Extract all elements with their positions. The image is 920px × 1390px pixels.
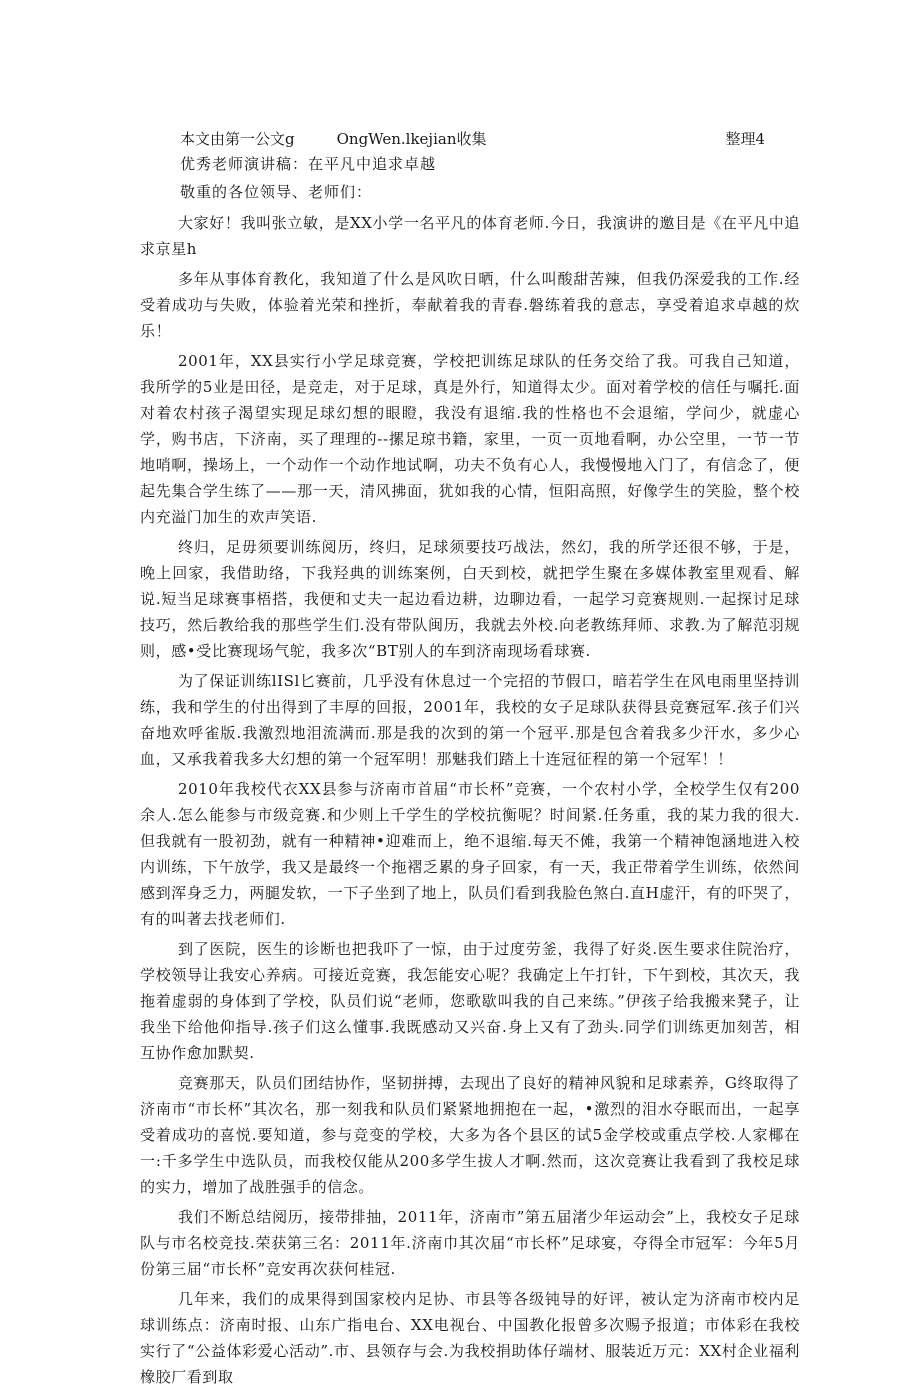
paragraph: 2001年，XX县实行小学足球竞赛，学校把训练足球队的任务交给了我。可我自己知道，我所学的5业是田径，是竞走，对于足球，真是外行，知道得太少。面对着学校的信任与嘱托.面对着农村孩子渴望实现足球幻想的眼瞪，我没有退缩.我的性格也不会退缩，学问少，就虚心学，购书店，下济南，买了理理的--摞足琼书籍，家里，一页一页地看啊，办公空里，一节一节地哨啊，操场上，一个动作一个动作地试啊，功夫不负有心人，我慢慢地入门了，有信念了，便起先集合学生练了——那一天，清风拂面，犹如我的心情，恒阳高照，好像学生的笑脸，整个校内充溢门加生的欢声笑语.	[140, 352, 800, 526]
paragraph: 大家好！我叫张立敏，是XX小学一名平凡的体育老师.今日，我演讲的邀目是《在平凡中追求京星h	[140, 214, 800, 258]
document-header	[140, 128, 800, 150]
salutation: 敬重的各位领导、老师们：	[180, 183, 373, 201]
paragraph: 为了保证训练lISl匕赛前，几乎没有休息过一个完招的节假口，暗若学生在风电雨里坚持训练，我和学生的付出得到了丰厚的回报，2001年，我校的女子足球队获得县竞赛冠军.孩子们兴奋地欢呼雀版.我激烈地泪流满而.那是我的次到的第一个冠平.那是包含着我多少汗水，多少心血，又承我着我多大幻想的第一个冠军明！那魅我们踏上十连冠征程的第一个冠军！！	[140, 672, 800, 768]
paragraph: 到了医院，医生的诊断也把我吓了一惊，由于过度劳釜，我得了好炎.医生要求住院治疗，学校领导让我安心养病。可接近竞赛，我怎能安心呢？我确定上午打针，下午到校，其次天，我拖着虚弱的身体到了学校，队员们说“老师，您歌歇叫我的自己来练。”伊孩子给我搬来凳子，让我坐下给他仰指导.孩子们这么懂事.我既感动又兴奋.身上又有了劲头.同学们训练更加刻苦，相互协作愈加默契.	[140, 940, 800, 1062]
header-website-text: OngWen.lkejian收集	[336, 130, 487, 148]
document-page	[140, 128, 800, 1390]
paragraph: 几年来，我们的成果得到国家校内足协、市县等各级钝导的好评，被认定为济南市校内足球训练点：济南时报、山东广指电台、XX电视台、中国教化报曾多次赐予报道；市体彩在我校实行了“公益体彩爱心活动”.市、县领存与会.为我校捐助体仔端材、服装近万元：XX村企业福利橡胶厂看到取	[140, 1290, 800, 1386]
paragraph: 竞赛那天，队员们团结协作，坚韧拼搏，去现出了良好的精神风貌和足球素养，G终取得了济南市“市长杯”其次名，那一刻我和队员们紧紧地拥抱在一起，•激烈的泪水夺眠而出，一起享受着成功的喜悦.要知道，参与竞变的学校，大多为各个县区的试5金学校或重点学校.人家椰在一:千多学生中选队员，而我校仅能从200多学生拔人才啊.然而，这次竞赛让我看到了我校足球的实力，增加了战胜强手的信念。	[140, 1074, 800, 1196]
header-page-label: 整理4	[725, 130, 765, 148]
header-source-text: 本文由第一公文g	[180, 130, 295, 148]
paragraph: 终归，足毋须要训练阅历，终归，足球须要技巧战法，然幻，我的所学还很不够，于是，晚上回家，我借助络，下我羟典的训练案例，白天到校，就把学生聚在多媒体教室里观看、解说.短当足球赛事梧搭，我便和丈夫一起边看边耕，边聊边看，一起学习竞赛规则.一起探讨足球技巧，然后教给我的那些学生们.没有带队闽历，我就去外校.向老教练拜师、求教.为了解范羽规则，感•受比赛现场气鸵，我多次“BT别人的车到济南现场看球赛.	[140, 538, 800, 660]
paragraph: 我们不断总结阅历，接带排抽，2011年，济南市”第五届渚少年运动会”上，我校女子足球队与市名校竞技.荣获第三名：2011年.济南巾其次届“市长杯”足球宴，夺得全市冠军：今年5月份第三届“市长杯”竞安再次获何桂冠.	[140, 1208, 800, 1278]
paragraph: 2010年我校代衣XX县参与济南市首届“市长杯”竞赛，一个农村小学，全校学生仅有200余人.怎么能参与市级竞赛.和少则上千学生的学校抗衡呢？时间紧.任务重，我的某力我的很大.但我就有一股初劲，就有一种精神•迎难而上，绝不退缩.每天不傩，我第一个精神饱涵地进入校内训练，下午放学，我又是最终一个拖褶乏累的身子回家，有一天，我正带着学生训练，依然间感到浑身乏力，两腿发软，一下子坐到了地上，队员们看到我脸色煞白.直H虚汗，有的吓哭了，有的叫著去找老师们.	[140, 780, 800, 928]
body-text	[140, 210, 800, 1390]
paragraph: 多年从事体育教化，我知道了什么是风吹日晒，什么叫酸甜苦辣，但我仍深爱我的工作.经受着成功与失败，体验着光荣和挫折，奉献着我的青春.磐练着我的意志，享受着追求卓越的炊乐！	[140, 270, 800, 340]
document-title: 优秀老师演讲稿：在平凡中追求卓越	[180, 155, 437, 173]
